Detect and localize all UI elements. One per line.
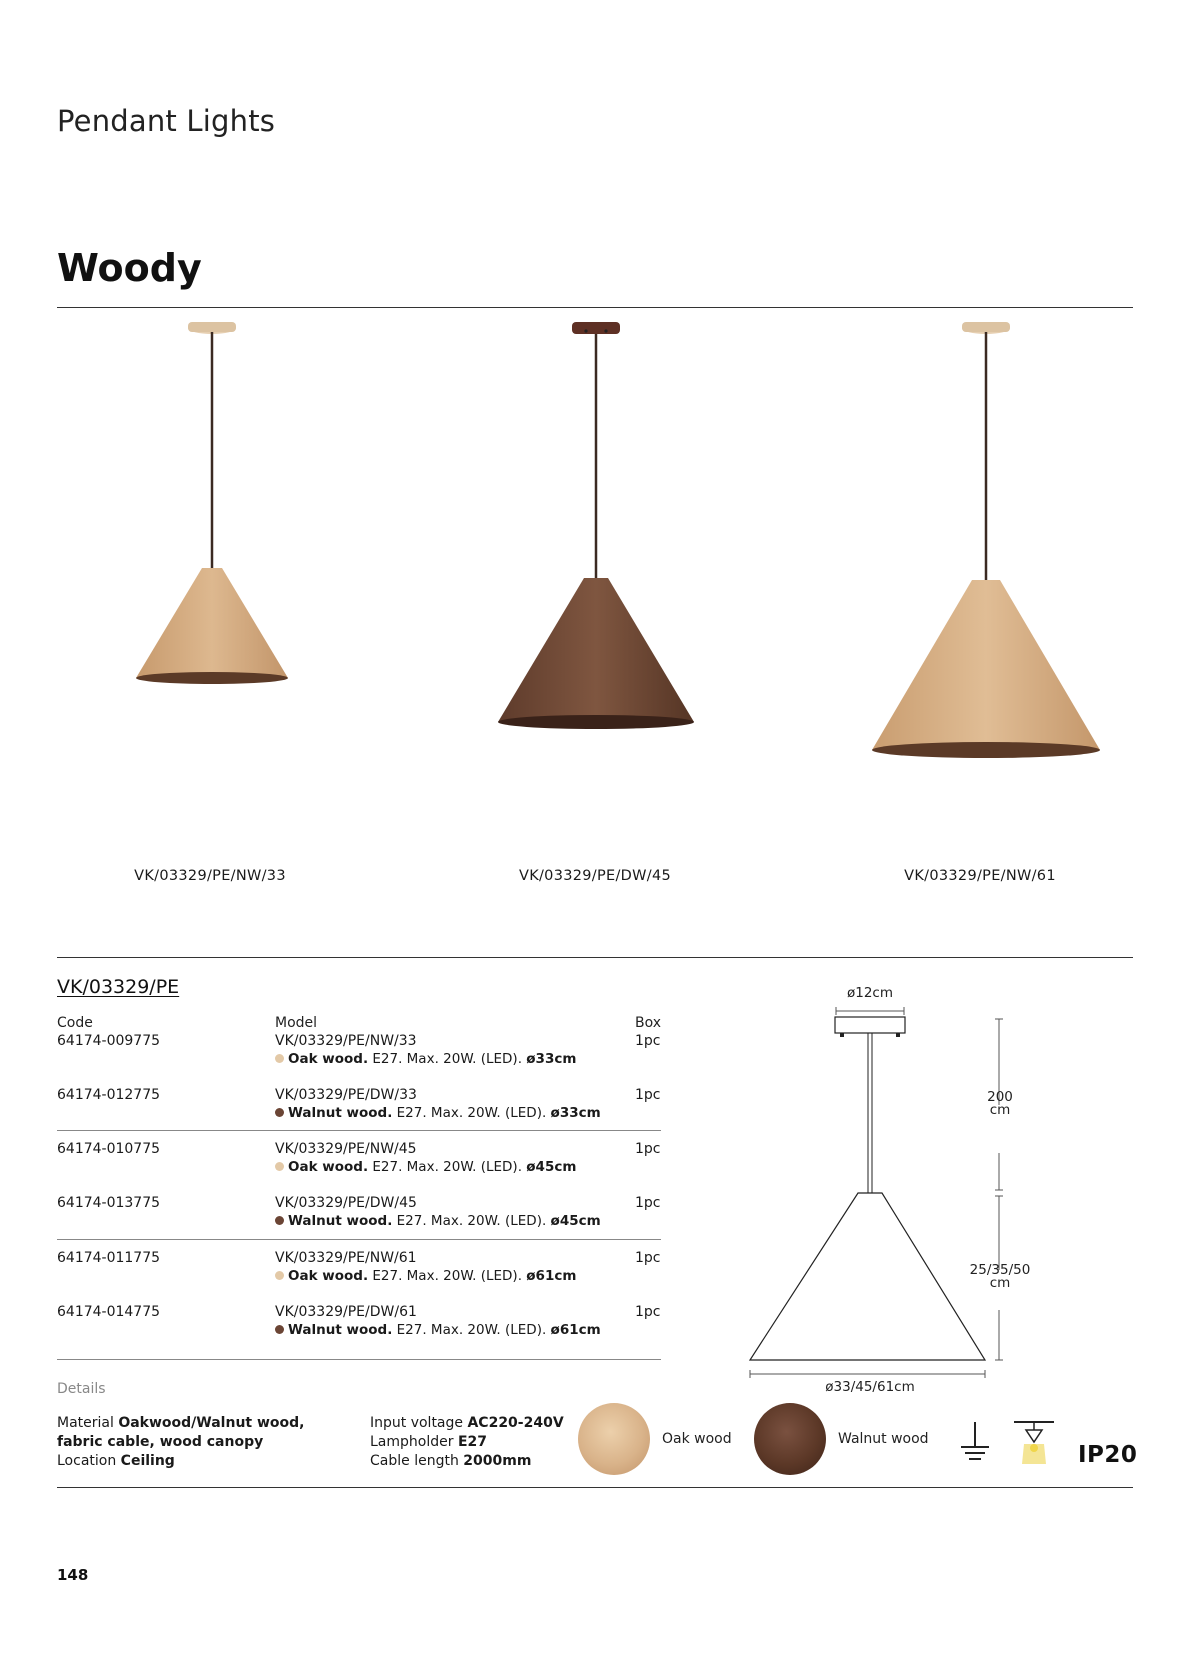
location-value: Ceiling xyxy=(120,1453,175,1469)
spec-text: E27. Max. 20W. (LED). xyxy=(368,1159,527,1175)
row-box: 1pc xyxy=(635,1141,661,1157)
row-description xyxy=(275,1213,601,1229)
walnut-dot-icon xyxy=(275,1325,284,1334)
product-title: Woody xyxy=(57,246,202,290)
oak-dot-icon xyxy=(275,1054,284,1063)
row-model: VK/03329/PE/DW/61 xyxy=(275,1304,417,1320)
finish-label: Walnut wood. xyxy=(288,1105,393,1121)
table-row xyxy=(57,1087,661,1141)
row-code: 64174-013775 xyxy=(57,1195,161,1211)
oak-wood-label: Oak wood xyxy=(662,1431,732,1447)
row-box: 1pc xyxy=(635,1195,661,1211)
electrical-spec xyxy=(370,1414,564,1471)
row-box: 1pc xyxy=(635,1304,661,1320)
details-heading: Details xyxy=(57,1381,106,1397)
table-row xyxy=(57,1304,661,1358)
row-box: 1pc xyxy=(635,1250,661,1266)
product-model-label: VK/03329/PE/NW/33 xyxy=(134,868,286,884)
size-label: ø61cm xyxy=(526,1268,577,1284)
column-header-code: Code xyxy=(57,1015,93,1031)
lamp-image-walnut-45 xyxy=(490,310,710,730)
spec-text: E27. Max. 20W. (LED). xyxy=(392,1213,551,1229)
size-label: ø45cm xyxy=(550,1213,601,1229)
lamp-image-oak-61 xyxy=(860,310,1120,770)
section-divider xyxy=(57,957,1133,958)
group-divider xyxy=(57,1130,661,1131)
group-divider xyxy=(57,1359,661,1360)
product-model-label: VK/03329/PE/DW/45 xyxy=(518,868,672,884)
finish-label: Oak wood. xyxy=(288,1268,369,1284)
spec-text: E27. Max. 20W. (LED). xyxy=(368,1268,527,1284)
oak-dot-icon xyxy=(275,1271,284,1280)
row-box: 1pc xyxy=(635,1087,661,1103)
cable-length-unit: cm xyxy=(989,1102,1011,1118)
lampholder-value: E27 xyxy=(457,1434,487,1450)
row-model: VK/03329/PE/NW/45 xyxy=(275,1141,417,1157)
walnut-wood-swatch xyxy=(754,1403,826,1475)
walnut-dot-icon xyxy=(275,1216,284,1225)
table-row xyxy=(57,1141,661,1195)
voltage-value: AC220-240V xyxy=(467,1415,564,1431)
table-row xyxy=(57,1250,661,1304)
shade-height-label xyxy=(955,1264,1045,1290)
size-label: ø45cm xyxy=(526,1159,577,1175)
row-description xyxy=(275,1322,601,1338)
table-row xyxy=(57,1195,661,1249)
walnut-wood-label: Walnut wood xyxy=(838,1431,929,1447)
row-model: VK/03329/PE/NW/61 xyxy=(275,1250,417,1266)
material-label: Material xyxy=(57,1415,119,1431)
material-value-2: fabric cable, wood canopy xyxy=(57,1434,264,1450)
row-code: 64174-012775 xyxy=(57,1087,161,1103)
finish-label: Walnut wood. xyxy=(288,1322,393,1338)
location-label: Location xyxy=(57,1453,121,1469)
group-divider xyxy=(57,1239,661,1240)
earth-ground-icon xyxy=(958,1420,992,1464)
canopy-diameter-label: ø12cm xyxy=(846,985,893,1001)
column-header-box: Box xyxy=(635,1015,662,1031)
lamp-image-oak-33 xyxy=(120,310,300,690)
spec-text: E27. Max. 20W. (LED). xyxy=(392,1105,551,1121)
cable-length-spec-label: Cable length xyxy=(370,1453,464,1469)
shade-height-unit: cm xyxy=(989,1275,1011,1291)
size-label: ø61cm xyxy=(550,1322,601,1338)
row-model: VK/03329/PE/DW/45 xyxy=(275,1195,417,1211)
family-code: VK/03329/PE xyxy=(57,976,180,998)
row-description xyxy=(275,1051,576,1067)
spec-text: E27. Max. 20W. (LED). xyxy=(368,1051,527,1067)
product-model-label: VK/03329/PE/NW/61 xyxy=(904,868,1056,884)
row-model: VK/03329/PE/DW/33 xyxy=(275,1087,417,1103)
row-code: 64174-009775 xyxy=(57,1033,161,1049)
ip-rating: IP20 xyxy=(1078,1442,1138,1468)
spec-text: E27. Max. 20W. (LED). xyxy=(392,1322,551,1338)
title-divider xyxy=(57,307,1133,308)
cable-length-spec-value: 2000mm xyxy=(463,1453,532,1469)
oak-wood-swatch xyxy=(578,1403,650,1475)
lampholder-label: Lampholder xyxy=(370,1434,458,1450)
cable-length-label xyxy=(970,1091,1030,1117)
material-value: Oakwood/Walnut wood, xyxy=(118,1415,305,1431)
finish-label: Oak wood. xyxy=(288,1051,369,1067)
row-description xyxy=(275,1105,601,1121)
bottom-divider xyxy=(57,1487,1133,1488)
dimension-diagram xyxy=(740,985,1060,1395)
finish-label: Walnut wood. xyxy=(288,1213,393,1229)
finish-label: Oak wood. xyxy=(288,1159,369,1175)
category-heading: Pendant Lights xyxy=(57,104,276,138)
cable-length-value: 200 xyxy=(987,1089,1013,1105)
shade-diameter-label: ø33/45/61cm xyxy=(825,1379,915,1395)
walnut-dot-icon xyxy=(275,1108,284,1117)
voltage-label: Input voltage xyxy=(370,1415,468,1431)
size-label: ø33cm xyxy=(526,1051,577,1067)
table-row xyxy=(57,1033,661,1087)
oak-dot-icon xyxy=(275,1162,284,1171)
row-model: VK/03329/PE/NW/33 xyxy=(275,1033,417,1049)
row-code: 64174-014775 xyxy=(57,1304,161,1320)
shade-height-value: 25/35/50 xyxy=(969,1262,1031,1278)
row-code: 64174-011775 xyxy=(57,1250,161,1266)
row-description xyxy=(275,1159,576,1175)
row-description xyxy=(275,1268,576,1284)
downlight-icon xyxy=(1012,1418,1056,1468)
page-number: 148 xyxy=(57,1566,89,1584)
column-header-model: Model xyxy=(275,1015,318,1031)
row-box: 1pc xyxy=(635,1033,661,1049)
size-label: ø33cm xyxy=(550,1105,601,1121)
row-code: 64174-010775 xyxy=(57,1141,161,1157)
material-spec xyxy=(57,1414,305,1471)
